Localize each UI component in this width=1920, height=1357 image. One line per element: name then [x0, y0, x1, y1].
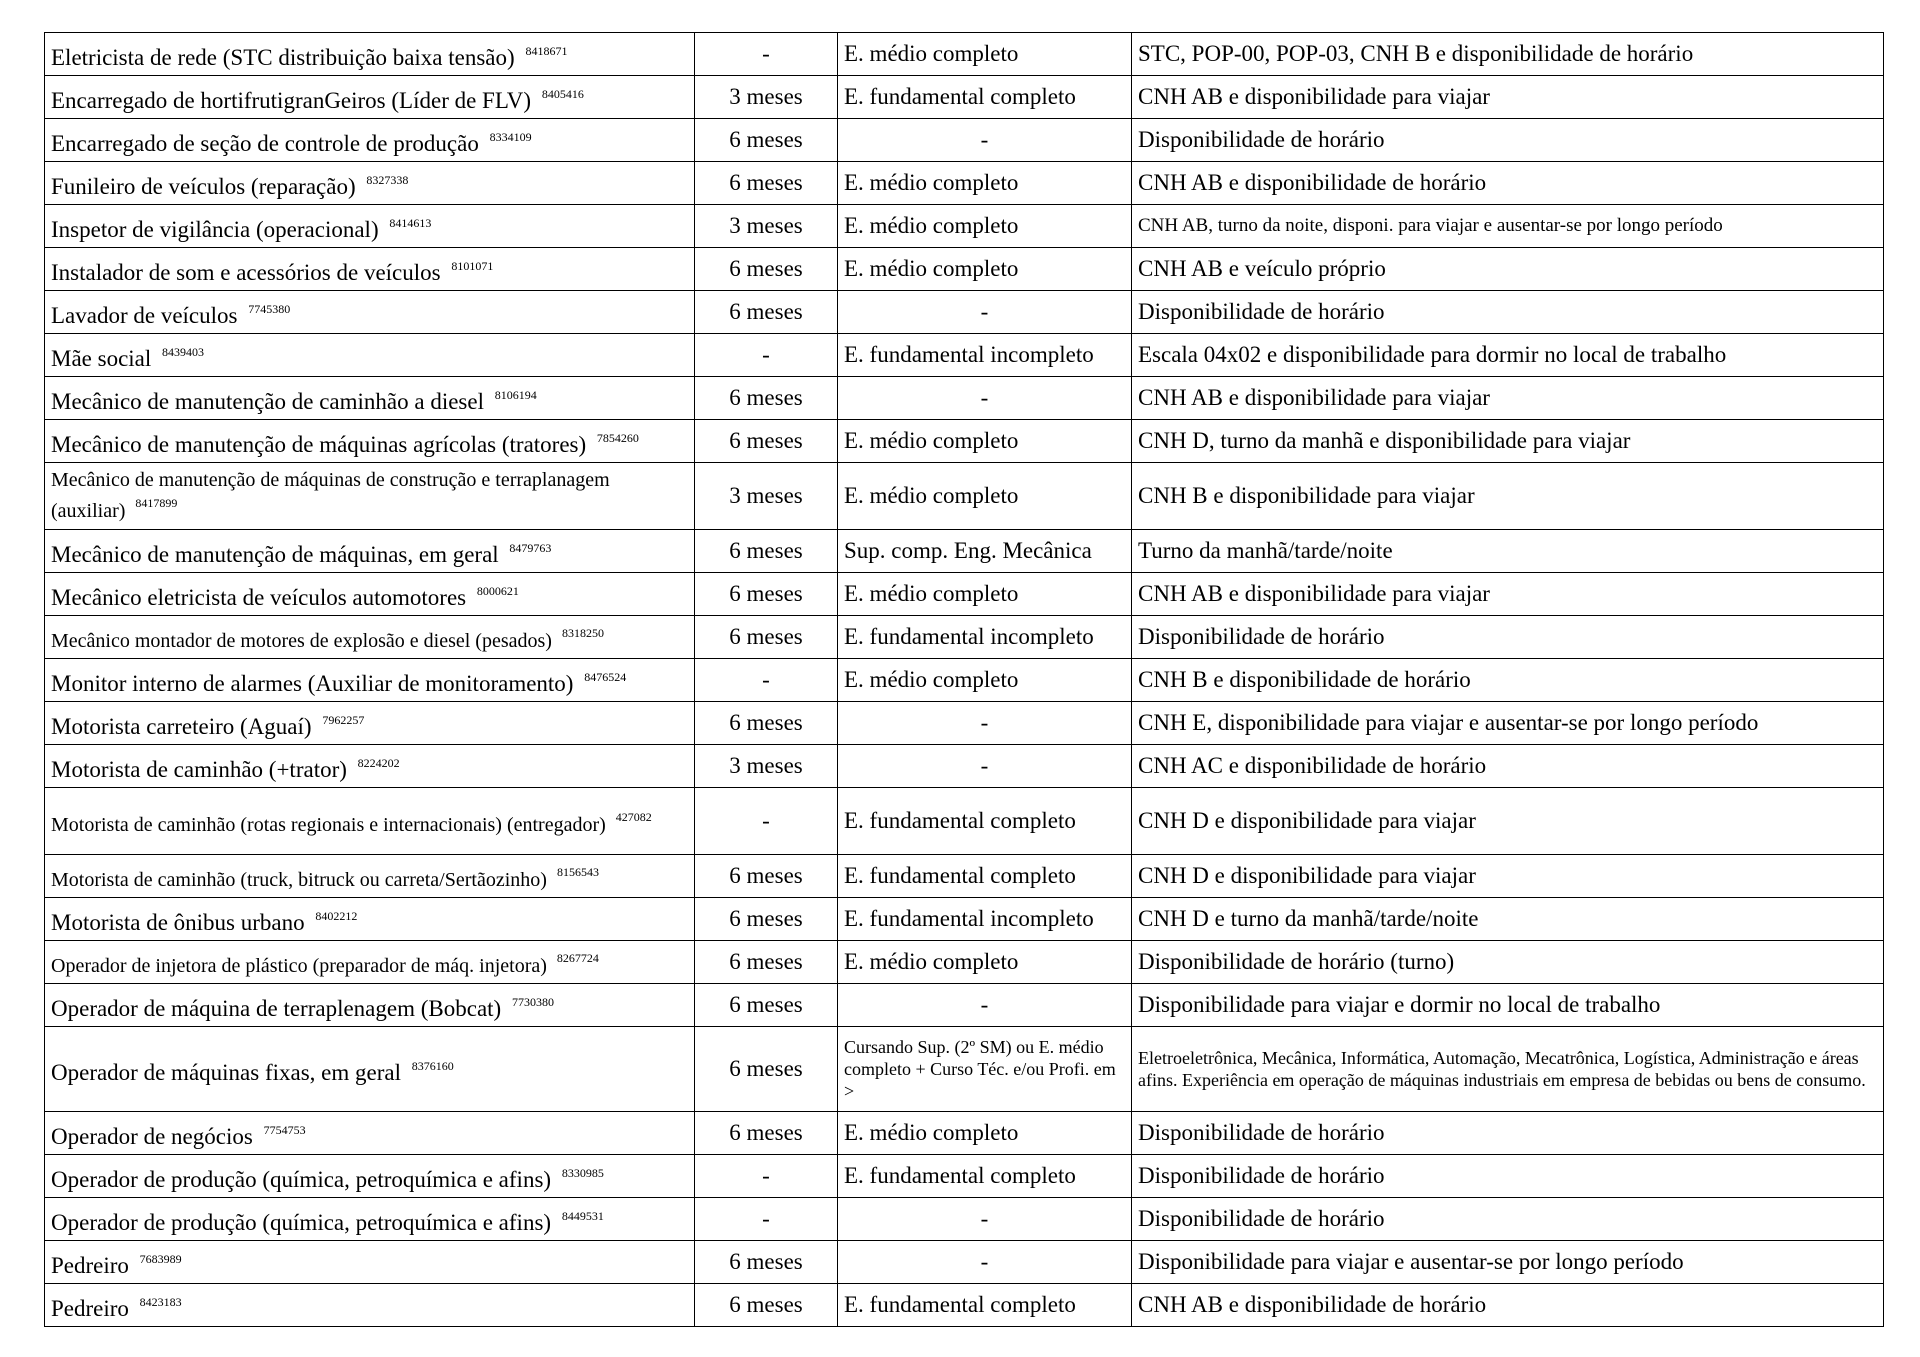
job-title: Motorista de ônibus urbano — [51, 909, 305, 935]
education-cell: - — [838, 702, 1132, 745]
table-row — [45, 898, 1884, 941]
job-code: 8267724 — [556, 951, 599, 965]
education-cell: E. médio completo — [838, 248, 1132, 291]
experience-cell: - — [695, 659, 838, 702]
job-title-cell — [45, 659, 695, 702]
job-code: 8327338 — [366, 172, 409, 187]
experience-cell: 6 meses — [695, 1112, 838, 1155]
experience-cell: 3 meses — [695, 205, 838, 248]
education-cell: E. médio completo — [838, 33, 1132, 76]
experience-cell: - — [695, 788, 838, 855]
job-title-cell — [45, 745, 695, 788]
requirements-cell: CNH B e disponibilidade para viajar — [1132, 463, 1884, 530]
job-code: 8318250 — [561, 626, 604, 640]
table-row — [45, 702, 1884, 745]
education-cell: - — [838, 745, 1132, 788]
job-title-cell — [45, 248, 695, 291]
job-title-cell — [45, 941, 695, 984]
education-cell: E. fundamental incompleto — [838, 898, 1132, 941]
job-title: Mecânico de manutenção de máquinas de construção e terraplanagem (auxiliar) — [51, 469, 610, 522]
table-row — [45, 616, 1884, 659]
job-title-cell — [45, 616, 695, 659]
education-cell: E. fundamental completo — [838, 1155, 1132, 1198]
job-title-cell — [45, 898, 695, 941]
job-title-cell — [45, 530, 695, 573]
experience-cell: 6 meses — [695, 119, 838, 162]
table-row — [45, 33, 1884, 76]
requirements-cell: CNH AB e veículo próprio — [1132, 248, 1884, 291]
job-code: 8402212 — [315, 908, 358, 923]
experience-cell: 6 meses — [695, 162, 838, 205]
table-row — [45, 119, 1884, 162]
experience-cell: 6 meses — [695, 855, 838, 898]
table-row — [45, 248, 1884, 291]
experience-cell: 6 meses — [695, 1241, 838, 1284]
job-code: 8224202 — [357, 755, 400, 770]
job-title: Operador de negócios — [51, 1123, 253, 1149]
table-row — [45, 1027, 1884, 1112]
job-code: 8334109 — [489, 129, 532, 144]
requirements-cell: Turno da manhã/tarde/noite — [1132, 530, 1884, 573]
requirements-cell: CNH D e disponibilidade para viajar — [1132, 788, 1884, 855]
table-row — [45, 334, 1884, 377]
job-title: Operador de máquinas fixas, em geral — [51, 1059, 401, 1085]
education-cell: E. médio completo — [838, 659, 1132, 702]
requirements-cell: Disponibilidade de horário — [1132, 1155, 1884, 1198]
table-row — [45, 855, 1884, 898]
job-title: Mecânico eletricista de veículos automotores — [51, 584, 467, 610]
job-title: Motorista de caminhão (truck, bitruck ou carreta/Sertãozinho) — [51, 869, 547, 891]
job-title: Motorista de caminhão (rotas regionais e internacionais) (entregador) — [51, 813, 606, 836]
experience-cell: 6 meses — [695, 984, 838, 1027]
job-title-cell — [45, 420, 695, 463]
job-title: Eletricista de rede (STC distribuição baixa tensão) — [51, 44, 515, 70]
requirements-cell: CNH AB e disponibilidade de horário — [1132, 162, 1884, 205]
experience-cell: 6 meses — [695, 702, 838, 745]
job-code: 8449531 — [561, 1208, 604, 1223]
job-title: Mecânico de manutenção de máquinas, em geral — [51, 541, 499, 567]
experience-cell: 6 meses — [695, 420, 838, 463]
experience-cell: 6 meses — [695, 291, 838, 334]
job-code: 8101071 — [451, 258, 494, 273]
job-title: Motorista carreteiro (Aguaí) — [51, 713, 312, 739]
job-title: Operador de injetora de plástico (preparador de máq. injetora) — [51, 955, 547, 977]
job-title-cell — [45, 1241, 695, 1284]
table-row — [45, 788, 1884, 855]
education-cell: - — [838, 291, 1132, 334]
experience-cell: 3 meses — [695, 745, 838, 788]
table-row — [45, 659, 1884, 702]
requirements-cell: Eletroeletrônica, Mecânica, Informática, Automação, Mecatrônica, Logística, Administração e áreas afins. Experiência em operação de máquinas industriais em empresa de bebidas ou bens de consumo. — [1132, 1027, 1884, 1112]
experience-cell: 3 meses — [695, 76, 838, 119]
table-row — [45, 941, 1884, 984]
experience-cell: 6 meses — [695, 377, 838, 420]
job-title-cell — [45, 1112, 695, 1155]
job-title: Funileiro de veículos (reparação) — [51, 173, 356, 199]
job-title-cell — [45, 33, 695, 76]
experience-cell: 3 meses — [695, 463, 838, 530]
job-title: Inspetor de vigilância (operacional) — [51, 216, 379, 242]
education-cell: E. médio completo — [838, 1112, 1132, 1155]
education-cell: E. médio completo — [838, 941, 1132, 984]
requirements-cell: CNH AB, turno da noite, disponi. para viajar e ausentar-se por longo período — [1132, 205, 1884, 248]
job-code: 8156543 — [556, 865, 599, 879]
job-code: 8418671 — [525, 43, 568, 58]
education-cell: E. fundamental completo — [838, 1284, 1132, 1327]
job-title-cell — [45, 463, 695, 530]
experience-cell: - — [695, 33, 838, 76]
job-title: Monitor interno de alarmes (Auxiliar de monitoramento) — [51, 670, 574, 696]
job-title-cell — [45, 334, 695, 377]
requirements-cell: CNH E, disponibilidade para viajar e ausentar-se por longo período — [1132, 702, 1884, 745]
table-row — [45, 1155, 1884, 1198]
education-cell: E. fundamental completo — [838, 788, 1132, 855]
job-code: 8000621 — [476, 583, 519, 598]
job-title: Motorista de caminhão (+trator) — [51, 756, 347, 782]
job-title-cell — [45, 377, 695, 420]
requirements-cell: Disponibilidade de horário — [1132, 1112, 1884, 1155]
requirements-cell: Disponibilidade de horário — [1132, 1198, 1884, 1241]
requirements-cell: CNH D e turno da manhã/tarde/noite — [1132, 898, 1884, 941]
table-row — [45, 76, 1884, 119]
job-title-cell — [45, 855, 695, 898]
job-title: Mecânico de manutenção de máquinas agrícolas (tratores) — [51, 431, 587, 457]
requirements-cell: Disponibilidade de horário — [1132, 119, 1884, 162]
requirements-cell: CNH AB e disponibilidade para viajar — [1132, 573, 1884, 616]
job-code: 8405416 — [541, 86, 584, 101]
table-row — [45, 205, 1884, 248]
education-cell: E. médio completo — [838, 162, 1132, 205]
experience-cell: 6 meses — [695, 941, 838, 984]
table-row — [45, 530, 1884, 573]
requirements-cell: CNH B e disponibilidade de horário — [1132, 659, 1884, 702]
job-title-cell — [45, 1284, 695, 1327]
job-title-cell — [45, 291, 695, 334]
job-code: 8439403 — [162, 344, 205, 359]
table-row — [45, 573, 1884, 616]
experience-cell: - — [695, 334, 838, 377]
job-title: Encarregado de hortifrutigranGeiros (Líder de FLV) — [51, 87, 532, 113]
experience-cell: 6 meses — [695, 1284, 838, 1327]
job-title-cell — [45, 1198, 695, 1241]
education-cell: E. médio completo — [838, 205, 1132, 248]
experience-cell: - — [695, 1155, 838, 1198]
job-code: 7730380 — [511, 994, 554, 1009]
table-row — [45, 984, 1884, 1027]
job-code: 8106194 — [494, 387, 537, 402]
job-title-cell — [45, 702, 695, 745]
table-row — [45, 377, 1884, 420]
table-row — [45, 745, 1884, 788]
experience-cell: 6 meses — [695, 530, 838, 573]
job-code: 427082 — [615, 809, 652, 824]
education-cell: E. médio completo — [838, 463, 1132, 530]
job-title-cell — [45, 1027, 695, 1112]
experience-cell: 6 meses — [695, 248, 838, 291]
requirements-cell: CNH AC e disponibilidade de horário — [1132, 745, 1884, 788]
job-title-cell — [45, 162, 695, 205]
education-cell: E. fundamental incompleto — [838, 334, 1132, 377]
job-title-cell — [45, 119, 695, 162]
requirements-cell: Disponibilidade de horário — [1132, 291, 1884, 334]
experience-cell: 6 meses — [695, 573, 838, 616]
job-title: Mecânico de manutenção de caminhão a diesel — [51, 388, 484, 414]
job-code: 8479763 — [509, 540, 552, 555]
job-code: 8376160 — [411, 1058, 454, 1073]
job-code: 8414613 — [389, 215, 432, 230]
job-listings-body — [45, 33, 1884, 1327]
requirements-cell: CNH AB e disponibilidade para viajar — [1132, 76, 1884, 119]
job-title-cell — [45, 205, 695, 248]
experience-cell: 6 meses — [695, 616, 838, 659]
job-code: 7854260 — [596, 430, 639, 445]
education-cell: E. fundamental incompleto — [838, 616, 1132, 659]
requirements-cell: CNH AB e disponibilidade para viajar — [1132, 377, 1884, 420]
job-listings-table — [44, 32, 1884, 1327]
experience-cell: 6 meses — [695, 898, 838, 941]
education-cell: Cursando Sup. (2º SM) ou E. médio completo + Curso Téc. e/ou Profi. em > — [838, 1027, 1132, 1112]
job-code: 8476524 — [584, 669, 627, 684]
requirements-cell: Disponibilidade de horário (turno) — [1132, 941, 1884, 984]
education-cell: - — [838, 119, 1132, 162]
table-row — [45, 162, 1884, 205]
education-cell: E. fundamental completo — [838, 76, 1132, 119]
job-title: Operador de máquina de terraplenagem (Bobcat) — [51, 995, 502, 1021]
education-cell: - — [838, 1241, 1132, 1284]
job-title: Operador de produção (química, petroquímica e afins) — [51, 1209, 552, 1235]
table-row — [45, 1284, 1884, 1327]
requirements-cell: CNH D, turno da manhã e disponibilidade para viajar — [1132, 420, 1884, 463]
requirements-cell: CNH AB e disponibilidade de horário — [1132, 1284, 1884, 1327]
education-cell: E. fundamental completo — [838, 855, 1132, 898]
job-title: Mãe social — [51, 345, 152, 371]
experience-cell: 6 meses — [695, 1027, 838, 1112]
job-title-cell — [45, 573, 695, 616]
education-cell: E. médio completo — [838, 420, 1132, 463]
requirements-cell: Disponibilidade para viajar e ausentar-se por longo período — [1132, 1241, 1884, 1284]
requirements-cell: Escala 04x02 e disponibilidade para dormir no local de trabalho — [1132, 334, 1884, 377]
education-cell: E. médio completo — [838, 573, 1132, 616]
job-code: 7754753 — [263, 1122, 306, 1137]
job-title: Lavador de veículos — [51, 302, 238, 328]
job-title-cell — [45, 984, 695, 1027]
job-code: 7962257 — [322, 712, 365, 727]
job-title: Mecânico montador de motores de explosão e diesel (pesados) — [51, 630, 552, 652]
table-row — [45, 1112, 1884, 1155]
education-cell: - — [838, 1198, 1132, 1241]
job-title-cell — [45, 788, 695, 855]
job-title: Pedreiro — [51, 1252, 129, 1278]
job-title: Pedreiro — [51, 1295, 129, 1321]
table-row — [45, 463, 1884, 530]
job-code: 8330985 — [561, 1165, 604, 1180]
table-row — [45, 1198, 1884, 1241]
job-title: Instalador de som e acessórios de veículos — [51, 259, 441, 285]
job-code: 7745380 — [248, 301, 291, 316]
job-title: Operador de produção (química, petroquímica e afins) — [51, 1166, 552, 1192]
requirements-cell: Disponibilidade de horário — [1132, 616, 1884, 659]
table-row — [45, 420, 1884, 463]
education-cell: - — [838, 377, 1132, 420]
requirements-cell: CNH D e disponibilidade para viajar — [1132, 855, 1884, 898]
job-code: 8423183 — [139, 1294, 182, 1309]
table-row — [45, 291, 1884, 334]
education-cell: Sup. comp. Eng. Mecânica — [838, 530, 1132, 573]
job-title-cell — [45, 1155, 695, 1198]
job-title: Encarregado de seção de controle de produção — [51, 130, 479, 156]
requirements-cell: Disponibilidade para viajar e dormir no local de trabalho — [1132, 984, 1884, 1027]
experience-cell: - — [695, 1198, 838, 1241]
job-title-cell — [45, 76, 695, 119]
table-row — [45, 1241, 1884, 1284]
education-cell: - — [838, 984, 1132, 1027]
job-code: 7683989 — [139, 1251, 182, 1266]
job-code: 8417899 — [135, 496, 178, 510]
requirements-cell: STC, POP-00, POP-03, CNH B e disponibilidade de horário — [1132, 33, 1884, 76]
